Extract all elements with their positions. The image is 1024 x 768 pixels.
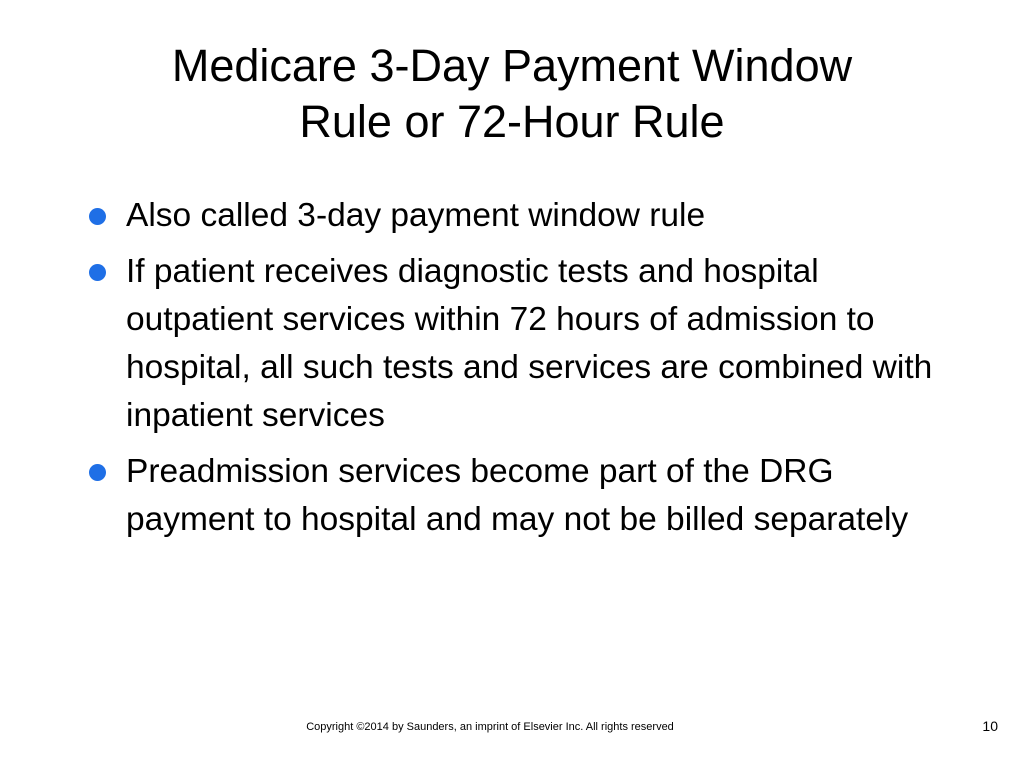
page-number: 10: [982, 718, 998, 734]
slide-title-line-1: Medicare 3-Day Payment Window: [171, 40, 853, 91]
bullet-text: If patient receives diagnostic tests and hospital outpatient services within 72 hours of admission to hospital, all such tests and services are combined with inpatient services: [126, 253, 933, 434]
bullet-list: [84, 192, 954, 552]
slide-title: [80, 38, 944, 150]
bullet-item: [84, 248, 954, 440]
bullet-dot-icon: [89, 264, 106, 281]
footer-copyright: Copyright ©2014 by Saunders, an imprint of Elsevier Inc. All rights reserved: [306, 721, 674, 733]
bullet-item: [84, 192, 954, 240]
bullet-dot-icon: [89, 464, 106, 481]
bullet-dot-icon: [89, 208, 106, 225]
bullet-item: [84, 448, 954, 544]
slide-title-line-2: Rule or 72-Hour Rule: [299, 96, 725, 147]
bullet-text: Also called 3-day payment window rule: [126, 197, 706, 234]
bullet-text: Preadmission services become part of the DRG payment to hospital and may not be billed separately: [126, 453, 909, 538]
